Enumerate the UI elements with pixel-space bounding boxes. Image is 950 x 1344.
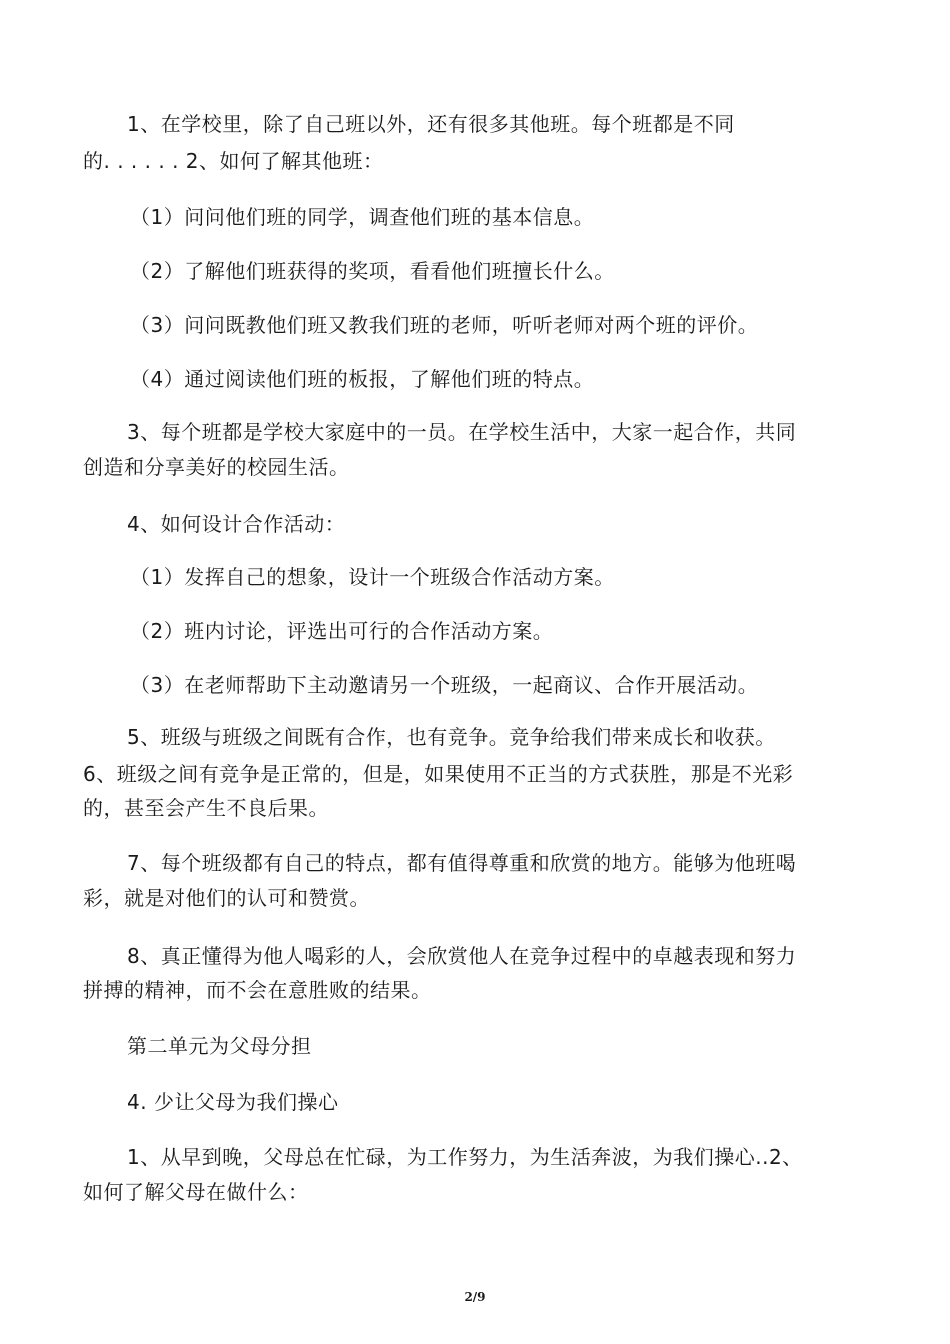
paragraph-p5-line: 的，甚至会产生不良后果。: [83, 796, 329, 820]
paragraph-p4-1-line: （1）发挥自己的想象，设计一个班级合作活动方案。: [130, 565, 615, 589]
paragraph-p8-line: 8、真正懂得为他人喝彩的人，会欣赏他人在竞争过程中的卓越表现和努力: [127, 944, 797, 968]
paragraph-p3-line: 3、每个班都是学校大家庭中的一员。在学校生活中，大家一起合作，共同: [127, 420, 797, 444]
paragraph-q1-line: 如何了解父母在做什么：: [83, 1180, 309, 1204]
paragraph-lesson4-line: 4. 少让父母为我们操心: [127, 1090, 339, 1114]
paragraph-p1-line: 1、在学校里，除了自己班以外，还有很多其他班。每个班都是不同: [127, 112, 735, 136]
paragraph-p4-2-line: （2）班内讨论，评选出可行的合作活动方案。: [130, 619, 554, 643]
paragraph-p1-line: 的. . . . . . 2、如何了解其他班：: [83, 149, 384, 173]
paragraph-q1-line: 1、从早到晚，父母总在忙碌，为工作努力，为生活奔波，为我们操心..2、: [127, 1145, 803, 1169]
paragraph-p1-1-line: （1）问问他们班的同学，调查他们班的基本信息。: [130, 205, 595, 229]
paragraph-p5-line: 6、班级之间有竞争是正常的，但是，如果使用不正当的方式获胜，那是不光彩: [83, 762, 794, 786]
paragraph-p7-line: 7、每个班级都有自己的特点，都有值得尊重和欣赏的地方。能够为他班喝: [127, 851, 797, 875]
page-number: 2/9: [464, 1290, 486, 1304]
paragraph-p3-line: 创造和分享美好的校园生活。: [83, 455, 350, 479]
paragraph-p1-4-line: （4）通过阅读他们班的板报，了解他们班的特点。: [130, 367, 595, 391]
paragraph-p4-line: 4、如何设计合作活动：: [127, 512, 346, 536]
paragraph-p8-line: 拼搏的精神，而不会在意胜败的结果。: [83, 978, 432, 1002]
paragraph-p7-line: 彩，就是对他们的认可和赞赏。: [83, 886, 370, 910]
paragraph-p1-2-line: （2）了解他们班获得的奖项，看看他们班擅长什么。: [130, 259, 615, 283]
paragraph-p4-3-line: （3）在老师帮助下主动邀请另一个班级，一起商议、合作开展活动。: [130, 673, 759, 697]
paragraph-unit2-line: 第二单元为父母分担: [127, 1034, 312, 1058]
paragraph-p5-line: 5、班级与班级之间既有合作，也有竞争。竞争给我们带来成长和收获。: [127, 725, 776, 749]
paragraph-p1-3-line: （3）问问既教他们班又教我们班的老师，听听老师对两个班的评价。: [130, 313, 759, 337]
